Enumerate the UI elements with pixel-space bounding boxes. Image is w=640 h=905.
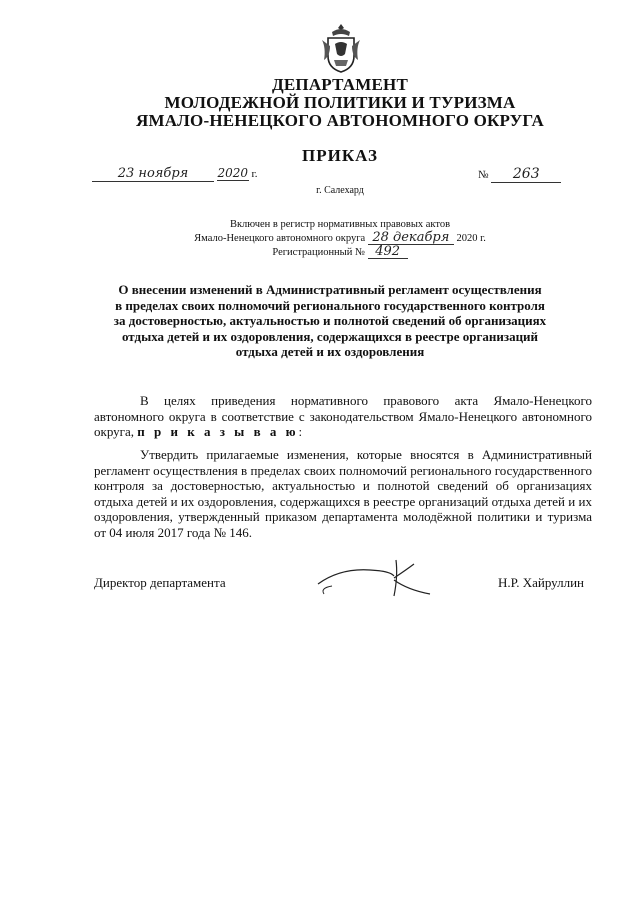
- coat-of-arms-icon: [318, 20, 364, 74]
- date-year: 2020: [217, 166, 249, 180]
- header-line-1: ДЕПАРТАМЕНТ: [271, 75, 409, 94]
- document-type: ПРИКАЗ: [302, 146, 378, 165]
- date-day-month: 23 ноября: [92, 166, 214, 182]
- registry-date: 28 декабря: [368, 231, 454, 245]
- registry-line-1: Включен в регистр нормативных правовых актов: [229, 219, 451, 230]
- preamble-paragraph: В целях приведения нормативного правового акта Ямало-Ненецкого автономного округа в соответствие с законодательством Ямало-Ненецкого автономного округа, п р и к а з ы в а ю:: [94, 393, 592, 439]
- order-number: [478, 166, 561, 183]
- city: г. Салехард: [316, 185, 364, 196]
- registry-line-3: Регистрационный № 492: [150, 245, 530, 259]
- department-header: [60, 76, 620, 130]
- signatory-name: Н.Р. Хайруллин: [498, 575, 585, 590]
- header-line-2: МОЛОДЕЖНОЙ ПОЛИТИКИ И ТУРИЗМА: [164, 93, 516, 112]
- signatory-role: Директор департамента: [94, 575, 226, 590]
- registry-stamp: [150, 218, 530, 259]
- header-line-3: ЯМАЛО-НЕНЕЦКОГО АВТОНОМНОГО ОКРУГА: [135, 111, 545, 130]
- order-verb: п р и к а з ы в а ю: [137, 424, 299, 439]
- order-date: [92, 166, 258, 182]
- signature-icon: [310, 556, 440, 602]
- number-label: №: [478, 169, 489, 181]
- registry-line-2: Ямало-Ненецкого автономного округа 28 декабря 2020 г.: [194, 230, 486, 245]
- number-value: 263: [491, 166, 561, 183]
- date-year-suffix: г.: [251, 168, 258, 180]
- registry-number: 492: [368, 245, 408, 259]
- document-title: О внесении изменений в Административный регламент осуществления в пределах своих полномочий регионального государственного контроля за достоверностью, актуальностью и полнотой сведений об организациях отдыха детей и их оздоровления, содержащихся в реестре организаций отдыха детей и их оздоровления: [113, 282, 547, 359]
- operative-paragraph: Утвердить прилагаемые изменения, которые вносятся в Административный регламент осуществления в пределах своих полномочий регионального государственного контроля за достоверностью, актуальностью и полнотой сведений об организациях отдыха детей и их оздоровления, содержащихся в реестре организаций отдыха детей и их оздоровления, утвержденный приказом департамента молодёжной политики и туризма от 04 июля 2017 года № 146.: [94, 447, 592, 540]
